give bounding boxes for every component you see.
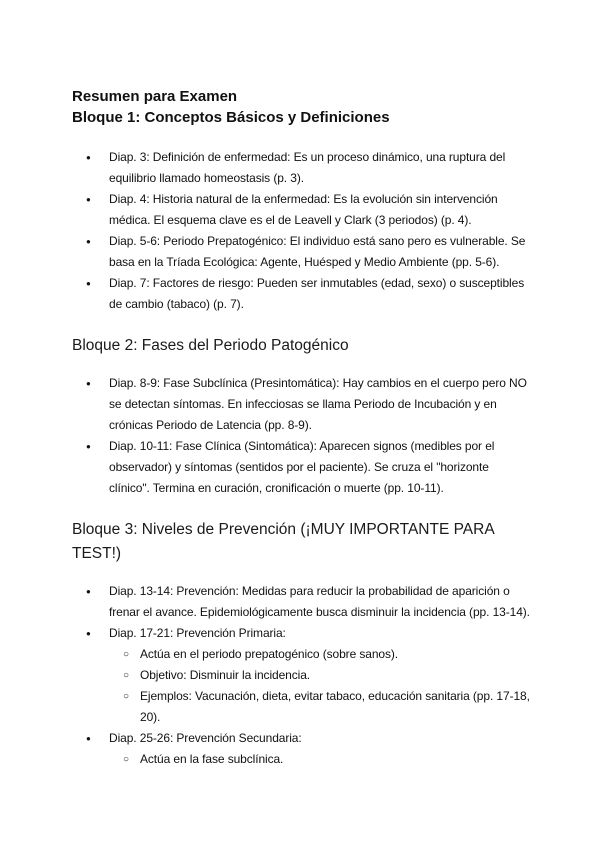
sub-list-item: ○ Actúa en el periodo prepatogénico (sobre sanos). xyxy=(104,644,532,665)
block3-list xyxy=(72,581,532,644)
list-item: ● Diap. 3: Definición de enfermedad: Es un proceso dinámico, una ruptura del equilibrio llamado homeostasis (p. 3). xyxy=(72,147,532,189)
block2-heading: Bloque 2: Fases del Periodo Patogénico xyxy=(72,337,349,354)
list-item-primary-prevention xyxy=(72,623,532,644)
block1-list xyxy=(72,147,532,315)
list-item-secondary-prevention xyxy=(72,728,532,749)
list-item-label: Diap. 25-26: Prevención Secundaria: xyxy=(109,731,302,745)
document-page xyxy=(72,86,532,770)
block3-list-cont xyxy=(72,728,532,749)
block1-heading: Bloque 1: Conceptos Básicos y Definiciones xyxy=(72,109,390,126)
list-item: ● Diap. 13-14: Prevención: Medidas para reducir la probabilidad de aparición o frenar el avance. Epidemiológicamente busca disminuir la incidencia (pp. 13-14). xyxy=(72,581,532,623)
list-item: ● Diap. 4: Historia natural de la enfermedad: Es la evolución sin intervención médica. El esquema clave es el de Leavell y Clark (3 periodos) (p. 4). xyxy=(72,189,532,231)
list-item: ● Diap. 8-9: Fase Subclínica (Presintomática): Hay cambios en el cuerpo pero NO se detectan síntomas. En infecciosas se llama Periodo de Incubación y en crónicas Periodo de Latencia (pp. 8-9). xyxy=(72,373,532,436)
list-item: ● Diap. 7: Factores de riesgo: Pueden ser inmutables (edad, sexo) o susceptibles de cambio (tabaco) (p. 7). xyxy=(72,273,532,315)
document-title: Resumen para Examen xyxy=(72,88,238,105)
block2-list xyxy=(72,373,532,499)
list-item-label: Diap. 17-21: Prevención Primaria: xyxy=(109,626,286,640)
primary-prevention-sublist xyxy=(72,644,532,728)
sub-list-item: ○ Actúa en la fase subclínica. xyxy=(104,749,532,770)
list-item: ● Diap. 10-11: Fase Clínica (Sintomática): Aparecen signos (medibles por el observador) y síntomas (sentidos por el paciente). Se cruza el "horizonte clínico". Termina en curación, cronificación o muerte (pp. 10-11). xyxy=(72,436,532,499)
block3-heading: Bloque 3: Niveles de Prevención (¡MUY IMPORTANTE PARA TEST!) xyxy=(72,521,494,562)
secondary-prevention-sublist xyxy=(72,749,532,770)
list-item: ● Diap. 5-6: Periodo Prepatogénico: El individuo está sano pero es vulnerable. Se basa en la Tríada Ecológica: Agente, Huésped y Medio Ambiente (pp. 5-6). xyxy=(72,231,532,273)
sub-list-item: ○ Ejemplos: Vacunación, dieta, evitar tabaco, educación sanitaria (pp. 17-18, 20). xyxy=(104,686,532,728)
sub-list-item: ○ Objetivo: Disminuir la incidencia. xyxy=(104,665,532,686)
